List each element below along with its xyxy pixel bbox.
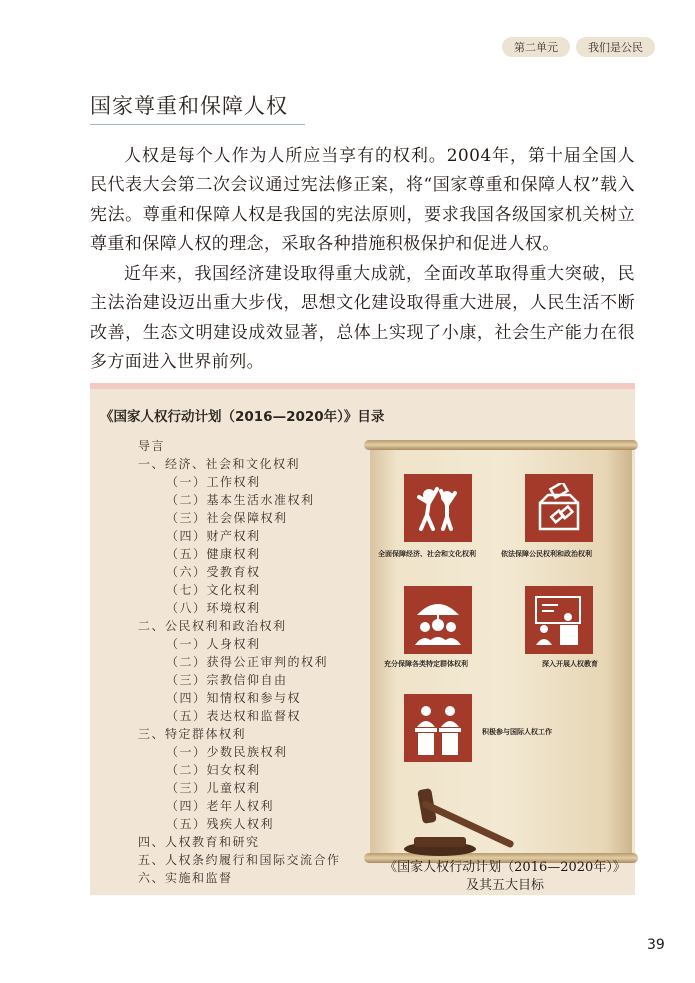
box-title: 《国家人权行动计划（2016—2020年）》目录: [100, 409, 385, 425]
toc-item: （二）获得公正审判的权利: [166, 655, 329, 669]
toc-item: （八）环境权利: [166, 601, 261, 615]
teaching-icon: [525, 586, 593, 654]
toc-item: （六）受教育权: [166, 565, 261, 579]
goal-label: 积极参与国际人权工作: [482, 728, 552, 736]
toc-item: （二）妇女权利: [166, 763, 261, 777]
goal-label: 充分保障各类特定群体权利: [384, 660, 468, 668]
toc-item: 导言: [138, 439, 166, 453]
toc-item: 一、经济、社会和文化权利: [138, 457, 301, 471]
goal-label: 全面保障经济、社会和文化权利: [378, 550, 476, 558]
running-header: [502, 37, 655, 57]
lesson-label: 我们是公民: [576, 37, 655, 57]
delegates-icon: [404, 694, 472, 762]
paragraph-1: 人权是每个人作为人所应当享有的权利。2004年，第十届全国人民代表大会第二次会议通过宪法修正案，将“国家尊重和保障人权”载入宪法。尊重和保障人权是我国的宪法原则，要求我国各级国家机关树立尊重和保障人权的理念，采取各种措施积极保护和促进人权。: [90, 146, 635, 254]
people-cheering-icon: [404, 474, 472, 542]
toc-item: （一）人身权利: [166, 637, 261, 651]
paragraph-2: 近年来，我国经济建设取得重大成就，全面改革取得重大突破，民主法治建设迈出重大步伐，思想文化建设取得重大进展，人民生活不断改善，生态文明建设成效显著，总体上实现了小康，社会生产能力在很多方面进入世界前列。: [90, 264, 635, 372]
toc-item: 六、实施和监督: [138, 871, 233, 885]
section-title: 国家尊重和保障人权: [90, 90, 305, 125]
toc-item: 三、特定群体权利: [138, 727, 247, 741]
gavel-icon: [400, 779, 530, 859]
ballot-box-icon: [525, 474, 593, 542]
toc-item: 四、人权教育和研究: [138, 835, 260, 849]
toc-item: 五、人权条约履行和国际交流合作: [138, 853, 341, 867]
toc-item: 二、公民权利和政治权利: [138, 619, 287, 633]
toc-item: （三）儿童权利: [166, 781, 261, 795]
toc-item: （四）老年人权利: [166, 799, 275, 813]
goal-label: 深入开展人权教育: [542, 660, 598, 668]
toc-item: （七）文化权利: [166, 583, 261, 597]
goal-label: 依法保障公民权利和政治权利: [501, 550, 592, 558]
toc-item: （一）少数民族权利: [166, 745, 288, 759]
toc-item: （一）工作权利: [166, 475, 261, 489]
toc-item: （五）表达权和监督权: [166, 709, 302, 723]
toc-item: （五）残疾人权利: [166, 817, 275, 831]
unit-label: 第二单元: [502, 37, 570, 57]
scroll-rod-top: [364, 440, 638, 450]
toc-item: （二）基本生活水准权利: [166, 493, 315, 507]
toc-item: （三）社会保障权利: [166, 511, 288, 525]
illustration-caption: [375, 859, 635, 895]
page-number: 39: [647, 937, 665, 953]
toc-item: （四）财产权利: [166, 529, 261, 543]
toc-item: （四）知情权和参与权: [166, 691, 302, 705]
table-of-contents: [138, 437, 341, 887]
toc-item: （五）健康权利: [166, 547, 261, 561]
info-box: [90, 383, 635, 895]
caption-line-1: 《国家人权行动计划（2016—2020年）》: [384, 860, 626, 875]
umbrella-group-icon: [404, 586, 472, 654]
caption-line-2: 及其五大目标: [465, 878, 544, 893]
toc-item: （三）宗教信仰自由: [166, 673, 288, 687]
